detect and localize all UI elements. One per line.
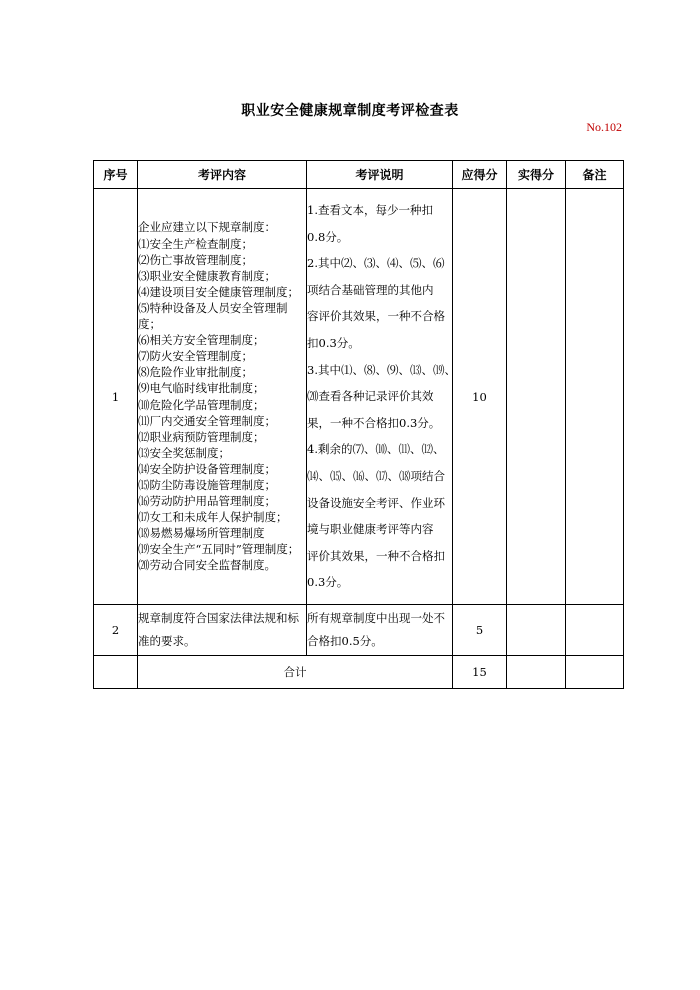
remark-cell: [566, 605, 624, 656]
header-remark: 备注: [566, 161, 624, 189]
row-number: 1: [94, 189, 138, 605]
total-row: [94, 656, 624, 689]
content-line: ⒀安全奖惩制度；: [138, 445, 230, 460]
header-no: 序号: [94, 161, 138, 189]
actual-score-cell: [507, 189, 566, 605]
content-line: ⑿职业病预防管理制度；: [138, 429, 265, 444]
desc-line: ⒁、⒂、⒃、⒄、⒅项结合: [307, 468, 445, 483]
content-line: ⑴安全生产检查制度；: [138, 236, 253, 251]
score-value: 5: [453, 605, 507, 656]
header-actual: 实得分: [507, 161, 566, 189]
desc-text: 所有规章制度中出现一处不合格扣0.5分。: [307, 611, 445, 648]
table-header-row: [94, 161, 624, 189]
desc-line: 1.查看文本，每少一种扣: [307, 203, 433, 218]
table-row: [94, 189, 624, 605]
content-line: ⑽危险化学品管理制度；: [138, 397, 265, 412]
desc-line: 评价其效果，一种不合格扣: [307, 548, 445, 563]
document-number: No.102: [586, 120, 622, 134]
content-line: ⒃劳动防护用品管理制度；: [138, 494, 276, 509]
total-score: 15: [453, 656, 507, 689]
desc-line: 扣0.3分。: [307, 336, 360, 351]
content-line: ⑺防火安全管理制度；: [138, 349, 253, 364]
evaluation-description: [307, 605, 453, 656]
total-actual-cell: [507, 656, 566, 689]
content-line: ⑵伤亡事故管理制度；: [138, 252, 253, 267]
content-line: ⒆安全生产“五同时”管理制度；: [138, 542, 300, 557]
row-number: 2: [94, 605, 138, 656]
desc-line: 境与职业健康考评等内容: [307, 522, 434, 537]
desc-line: 0.3分。: [307, 575, 349, 590]
content-line: ⒅易燃易爆场所管理制度: [138, 526, 265, 541]
desc-line: 果，一种不合格扣0.3分。: [307, 415, 441, 430]
header-score: 应得分: [453, 161, 507, 189]
desc-line: 3.其中⑴、⑻、⑼、⒀、⒆、: [307, 362, 456, 377]
content-line: 度；: [138, 317, 161, 332]
header-content: 考评内容: [138, 161, 307, 189]
evaluation-table: [93, 160, 624, 689]
content-line: ⑹相关方安全管理制度；: [138, 333, 265, 348]
header-desc: 考评说明: [307, 161, 453, 189]
content-line: ⑷建设项目安全健康管理制度；: [138, 284, 299, 299]
desc-line: 2.其中⑵、⑶、⑷、⑸、⑹: [307, 256, 445, 271]
total-label: 合计: [138, 656, 453, 689]
content-line: ⑾厂内交通安全管理制度；: [138, 413, 276, 428]
content-line: 企业应建立以下规章制度：: [138, 220, 276, 235]
actual-score-cell: [507, 605, 566, 656]
content-line: ⒇劳动合同安全监督制度。: [138, 558, 276, 573]
content-line: ⑶职业安全健康教育制度；: [138, 268, 276, 283]
content-line: ⒁安全防护设备管理制度；: [138, 461, 276, 476]
remark-cell: [566, 189, 624, 605]
content-text: 规章制度符合国家法律法规和标准的要求。: [138, 611, 299, 648]
desc-line: 0.8分。: [307, 229, 349, 244]
content-line: ⒄女工和未成年人保护制度；: [138, 510, 288, 525]
desc-line: 容评价其效果，一种不合格: [307, 309, 445, 324]
evaluation-description: [307, 189, 456, 605]
total-remark-cell: [566, 656, 624, 689]
content-line: ⑼电气临时线审批制度；: [138, 381, 265, 396]
content-line: ⑸特种设备及人员安全管理制: [138, 300, 288, 315]
score-value: 10: [453, 189, 507, 605]
table-row: [94, 605, 624, 656]
content-line: ⒂防尘防毒设施管理制度；: [138, 477, 276, 492]
desc-line: 项结合基础管理的其他内: [307, 282, 434, 297]
desc-line: 设备设施安全考评、作业环: [307, 495, 445, 510]
desc-line: 4.剩余的⑺、⑽、⑾、⑿、: [307, 442, 445, 457]
evaluation-content: [138, 605, 307, 656]
total-blank-cell: [94, 656, 138, 689]
page-title: 职业安全健康规章制度考评检查表: [241, 103, 459, 119]
desc-line: ⒇查看各种记录评价其效: [307, 389, 434, 404]
content-line: ⑻危险作业审批制度；: [138, 365, 253, 380]
evaluation-content: [138, 189, 307, 605]
